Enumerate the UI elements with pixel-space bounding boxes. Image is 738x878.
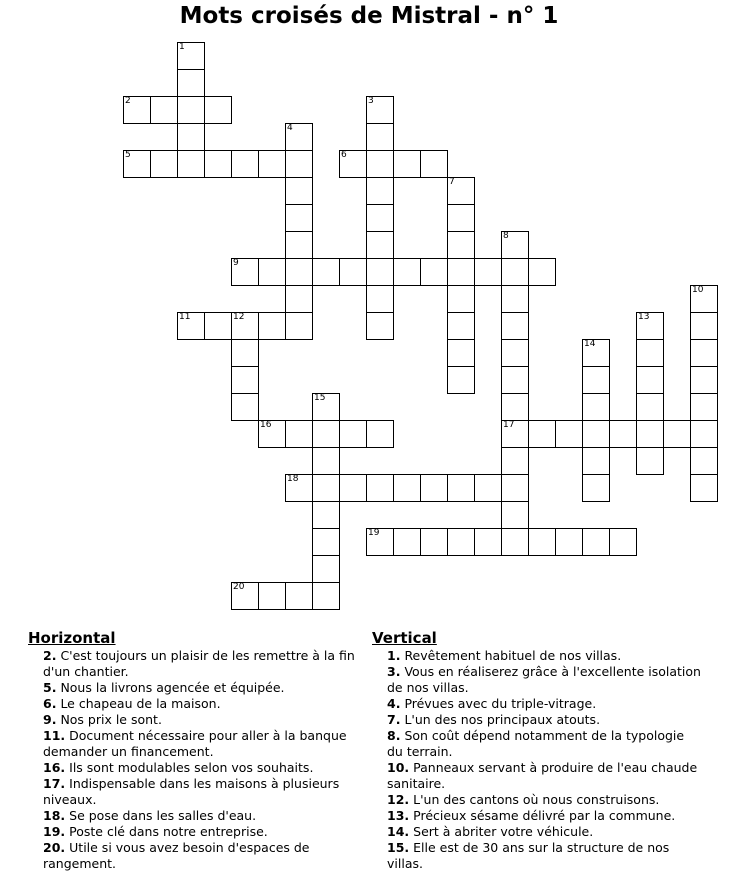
grid-cell[interactable] <box>447 339 475 367</box>
cell-number: 11 <box>179 312 191 322</box>
grid-cell[interactable] <box>285 177 313 205</box>
clue-number: 7. <box>387 712 401 727</box>
grid-cell[interactable] <box>447 231 475 259</box>
grid-cell[interactable] <box>312 528 340 556</box>
grid-cell[interactable] <box>177 123 205 151</box>
cell-number: 5 <box>125 150 131 160</box>
grid-cell[interactable] <box>447 177 475 205</box>
grid-cell[interactable] <box>393 528 421 556</box>
clue-item <box>28 840 364 872</box>
grid-cell[interactable] <box>690 447 718 475</box>
grid-cell[interactable] <box>285 123 313 151</box>
grid-cell[interactable] <box>582 474 610 502</box>
clue-text: Son coût dépend notamment de la typologie du terrain. <box>387 728 685 759</box>
clue-number: 12. <box>387 792 410 807</box>
grid-cell[interactable] <box>312 474 340 502</box>
clue-number: 2. <box>43 648 57 663</box>
grid-cell[interactable] <box>636 420 664 448</box>
grid-cell[interactable] <box>690 420 718 448</box>
grid-cell[interactable] <box>582 366 610 394</box>
grid-cell[interactable] <box>285 258 313 286</box>
clue-item <box>28 648 364 680</box>
grid-cell[interactable] <box>555 528 583 556</box>
page-title: Mots croisés de Mistral - n° 1 <box>179 3 559 29</box>
clue-number: 16. <box>43 760 66 775</box>
grid-cell[interactable] <box>339 420 367 448</box>
cell-number: 4 <box>287 123 293 133</box>
grid-cell[interactable] <box>447 285 475 313</box>
grid-cell[interactable] <box>420 258 448 286</box>
cell-number: 19 <box>368 528 380 538</box>
grid-cell[interactable] <box>501 312 529 340</box>
grid-cell[interactable] <box>609 420 637 448</box>
clue-text: Revêtement habituel de nos villas. <box>404 648 622 663</box>
clue-item <box>28 776 364 808</box>
clue-text: Sert à abriter votre véhicule. <box>413 824 594 839</box>
cell-number: 15 <box>314 393 326 403</box>
clue-item <box>372 712 702 728</box>
grid-cell[interactable] <box>366 285 394 313</box>
grid-cell[interactable] <box>582 393 610 421</box>
grid-cell[interactable] <box>501 528 529 556</box>
clue-number: 18. <box>43 808 66 823</box>
clue-item <box>372 808 702 824</box>
grid-cell[interactable] <box>690 339 718 367</box>
grid-cell[interactable] <box>609 528 637 556</box>
clue-item <box>372 696 702 712</box>
grid-cell[interactable] <box>501 231 529 259</box>
grid-cell[interactable] <box>123 150 151 178</box>
clue-number: 11. <box>43 728 66 743</box>
grid-cell[interactable] <box>312 555 340 583</box>
grid-cell[interactable] <box>393 150 421 178</box>
grid-cell[interactable] <box>177 312 205 340</box>
clue-item <box>372 728 702 760</box>
grid-cell[interactable] <box>339 150 367 178</box>
grid-cell[interactable] <box>177 42 205 70</box>
grid-cell[interactable] <box>285 474 313 502</box>
grid-cell[interactable] <box>204 150 232 178</box>
grid-cell[interactable] <box>366 123 394 151</box>
clue-text: Poste clé dans notre entreprise. <box>69 824 268 839</box>
grid-cell[interactable] <box>231 312 259 340</box>
clue-number: 4. <box>387 696 401 711</box>
clue-text: L'un des cantons où nous construisons. <box>413 792 660 807</box>
clue-number: 20. <box>43 840 66 855</box>
grid-cell[interactable] <box>312 420 340 448</box>
clue-number: 10. <box>387 760 410 775</box>
clue-item <box>372 648 702 664</box>
grid-cell[interactable] <box>150 96 178 124</box>
grid-cell[interactable] <box>447 312 475 340</box>
grid-cell[interactable] <box>312 582 340 610</box>
clue-text: Indispensable dans les maisons à plusieurs niveaux. <box>43 776 340 807</box>
clue-number: 3. <box>387 664 401 679</box>
cell-number: 8 <box>503 231 509 241</box>
grid-cell[interactable] <box>447 474 475 502</box>
grid-cell[interactable] <box>690 474 718 502</box>
clue-number: 13. <box>387 808 410 823</box>
grid-cell[interactable] <box>204 312 232 340</box>
clue-item <box>28 728 364 760</box>
grid-cell[interactable] <box>258 582 286 610</box>
grid-cell[interactable] <box>474 474 502 502</box>
grid-cell[interactable] <box>285 204 313 232</box>
grid-cell[interactable] <box>258 420 286 448</box>
cell-number: 12 <box>233 312 245 322</box>
cell-number: 16 <box>260 420 272 430</box>
grid-cell[interactable] <box>393 474 421 502</box>
grid-cell[interactable] <box>447 258 475 286</box>
clue-item <box>372 664 702 696</box>
grid-cell[interactable] <box>339 258 367 286</box>
clue-text: Panneaux servant à produire de l'eau chaude sanitaire. <box>387 760 698 791</box>
grid-cell[interactable] <box>366 474 394 502</box>
clue-item <box>372 760 702 792</box>
cell-number: 14 <box>584 339 596 349</box>
grid-cell[interactable] <box>690 366 718 394</box>
cell-number: 18 <box>287 474 299 484</box>
grid-cell[interactable] <box>636 447 664 475</box>
grid-cell[interactable] <box>690 285 718 313</box>
grid-cell[interactable] <box>366 528 394 556</box>
clue-number: 1. <box>387 648 401 663</box>
clue-number: 9. <box>43 712 57 727</box>
grid-cell[interactable] <box>366 150 394 178</box>
clue-text: Nous la livrons agencée et équipée. <box>60 680 285 695</box>
grid-cell[interactable] <box>528 420 556 448</box>
horizontal-clues <box>28 629 364 872</box>
grid-cell[interactable] <box>312 501 340 529</box>
vertical-clues <box>372 629 702 872</box>
grid-cell[interactable] <box>177 69 205 97</box>
grid-cell[interactable] <box>474 528 502 556</box>
clue-number: 15. <box>387 840 410 855</box>
grid-cell[interactable] <box>204 96 232 124</box>
clue-item <box>28 680 364 696</box>
grid-cell[interactable] <box>285 312 313 340</box>
clue-number: 14. <box>387 824 410 839</box>
grid-cell[interactable] <box>474 258 502 286</box>
cell-number: 7 <box>449 177 455 187</box>
grid-cell[interactable] <box>258 258 286 286</box>
grid-cell[interactable] <box>231 393 259 421</box>
clue-number: 6. <box>43 696 57 711</box>
cell-number: 13 <box>638 312 650 322</box>
grid-cell[interactable] <box>366 96 394 124</box>
clue-item <box>372 792 702 808</box>
clue-item <box>28 824 364 840</box>
grid-cell[interactable] <box>501 501 529 529</box>
grid-cell[interactable] <box>420 528 448 556</box>
grid-cell[interactable] <box>258 312 286 340</box>
grid-cell[interactable] <box>501 258 529 286</box>
grid-cell[interactable] <box>366 258 394 286</box>
grid-cell[interactable] <box>231 582 259 610</box>
clue-number: 5. <box>43 680 57 695</box>
clue-number: 19. <box>43 824 66 839</box>
cell-number: 17 <box>503 420 515 430</box>
vertical-heading: Vertical <box>372 629 437 647</box>
clue-text: Ils sont modulables selon vos souhaits. <box>69 760 314 775</box>
grid-cell[interactable] <box>177 150 205 178</box>
clue-text: Vous en réaliserez grâce à l'excellente isolation de nos villas. <box>387 664 701 695</box>
grid-cell[interactable] <box>582 339 610 367</box>
grid-cell[interactable] <box>366 231 394 259</box>
cell-number: 20 <box>233 582 245 592</box>
grid-cell[interactable] <box>636 312 664 340</box>
clue-text: Utile si vous avez besoin d'espaces de rangement. <box>43 840 310 871</box>
grid-cell[interactable] <box>285 285 313 313</box>
grid-cell[interactable] <box>231 339 259 367</box>
grid-cell[interactable] <box>177 96 205 124</box>
grid-cell[interactable] <box>447 528 475 556</box>
clue-item <box>372 840 702 872</box>
clue-number: 8. <box>387 728 401 743</box>
clue-text: Précieux sésame délivré par la commune. <box>413 808 676 823</box>
grid-cell[interactable] <box>312 447 340 475</box>
grid-cell[interactable] <box>285 150 313 178</box>
clue-text: L'un des nos principaux atouts. <box>404 712 601 727</box>
grid-cell[interactable] <box>312 258 340 286</box>
grid-cell[interactable] <box>447 204 475 232</box>
clue-number: 17. <box>43 776 66 791</box>
clue-item <box>28 696 364 712</box>
grid-cell[interactable] <box>420 474 448 502</box>
clue-item <box>28 712 364 728</box>
grid-cell[interactable] <box>285 231 313 259</box>
clue-text: Se pose dans les salles d'eau. <box>69 808 257 823</box>
grid-cell[interactable] <box>150 150 178 178</box>
grid-cell[interactable] <box>339 474 367 502</box>
cell-number: 3 <box>368 96 374 106</box>
grid-cell[interactable] <box>123 96 151 124</box>
grid-cell[interactable] <box>231 150 259 178</box>
grid-cell[interactable] <box>285 582 313 610</box>
grid-cell[interactable] <box>420 150 448 178</box>
grid-cell[interactable] <box>285 420 313 448</box>
grid-cell[interactable] <box>393 258 421 286</box>
grid-cell[interactable] <box>690 312 718 340</box>
grid-cell[interactable] <box>582 447 610 475</box>
grid-cell[interactable] <box>501 285 529 313</box>
grid-cell[interactable] <box>312 393 340 421</box>
grid-cell[interactable] <box>501 339 529 367</box>
clue-text: Nos prix le sont. <box>60 712 162 727</box>
grid-cell[interactable] <box>501 447 529 475</box>
clue-text: Document nécessaire pour aller à la banque demander un financement. <box>43 728 347 759</box>
grid-cell[interactable] <box>528 528 556 556</box>
grid-cell[interactable] <box>258 150 286 178</box>
grid-cell[interactable] <box>690 393 718 421</box>
grid-cell[interactable] <box>582 420 610 448</box>
cell-number: 6 <box>341 150 347 160</box>
grid-cell[interactable] <box>366 420 394 448</box>
grid-cell[interactable] <box>366 204 394 232</box>
grid-cell[interactable] <box>501 393 529 421</box>
grid-cell[interactable] <box>636 339 664 367</box>
grid-cell[interactable] <box>663 420 691 448</box>
clue-text: Prévues avec du triple-vitrage. <box>404 696 597 711</box>
grid-cell[interactable] <box>582 528 610 556</box>
grid-cell[interactable] <box>555 420 583 448</box>
grid-cell[interactable] <box>636 366 664 394</box>
cell-number: 2 <box>125 96 131 106</box>
grid-cell[interactable] <box>231 258 259 286</box>
grid-cell[interactable] <box>447 366 475 394</box>
clue-item <box>372 824 702 840</box>
cell-number: 9 <box>233 258 239 268</box>
clue-text: C'est toujours un plaisir de les remettre à la fin d'un chantier. <box>43 648 355 679</box>
grid-cell[interactable] <box>366 177 394 205</box>
grid-cell[interactable] <box>501 420 529 448</box>
grid-cell[interactable] <box>366 312 394 340</box>
clue-text: Elle est de 30 ans sur la structure de nos villas. <box>387 840 670 871</box>
clue-text: Le chapeau de la maison. <box>60 696 221 711</box>
grid-cell[interactable] <box>231 366 259 394</box>
cell-number: 1 <box>179 42 185 52</box>
grid-cell[interactable] <box>636 393 664 421</box>
clue-item <box>28 808 364 824</box>
cell-number: 10 <box>692 285 704 295</box>
grid-cell[interactable] <box>528 258 556 286</box>
grid-cell[interactable] <box>501 366 529 394</box>
grid-cell[interactable] <box>501 474 529 502</box>
horizontal-heading: Horizontal <box>28 629 116 647</box>
clue-item <box>28 760 364 776</box>
